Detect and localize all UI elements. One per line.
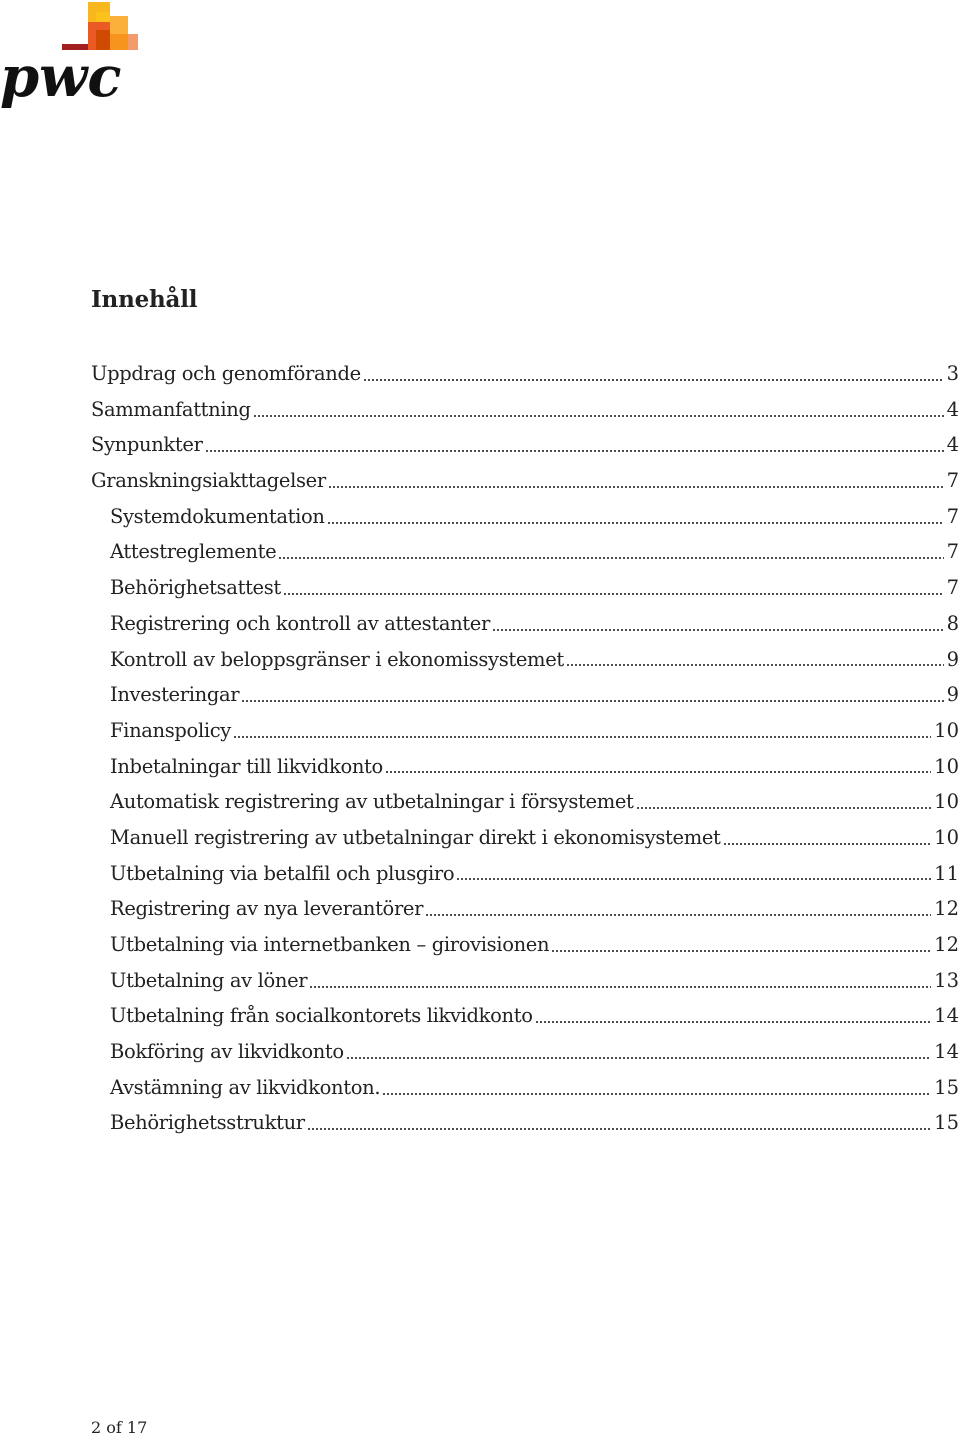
toc-entry-page-number: 9: [946, 683, 959, 707]
toc-entry-label: Utbetalning via internetbanken – girovisionen: [110, 933, 550, 956]
toc-dot-leader: [382, 1091, 931, 1096]
toc-entry-label: Registrering och kontroll av attestanter: [110, 611, 490, 635]
toc-entry[interactable]: [91, 392, 959, 428]
toc-entry-label: Inbetalningar till likvidkonto: [110, 754, 383, 778]
toc-entry[interactable]: [91, 1105, 959, 1141]
toc-entry-page-number: 14: [934, 1040, 959, 1064]
toc-entry[interactable]: [91, 963, 959, 999]
toc-entry-label: Synpunkter: [91, 433, 203, 457]
toc-dot-leader: [636, 806, 932, 811]
toc-entry-page-number: 10: [934, 825, 959, 849]
toc-dot-leader: [205, 449, 944, 454]
toc-dot-leader: [309, 984, 931, 989]
toc-entry-label: Utbetalning från socialkontorets likvidkonto: [110, 1004, 533, 1028]
toc-entry-page-number: 12: [934, 933, 959, 956]
toc-dot-leader: [551, 948, 931, 953]
toc-entry-page-number: 14: [934, 1004, 959, 1028]
toc-entry[interactable]: [91, 356, 959, 392]
toc-entry[interactable]: [91, 534, 959, 570]
toc-entry-page-number: 7: [946, 576, 959, 600]
toc-entry-label: Sammanfattning: [91, 397, 251, 421]
toc-dot-leader: [425, 913, 931, 918]
toc-entry-label: Manuell registrering av utbetalningar direkt i ekonomisystemet: [110, 825, 721, 849]
toc-entry-label: Bokföring av likvidkonto: [110, 1040, 344, 1064]
toc-entry-page-number: 15: [934, 1075, 959, 1099]
toc-dot-leader: [253, 413, 944, 418]
toc-entry[interactable]: [91, 820, 959, 856]
toc-dot-leader: [283, 591, 944, 596]
toc-entry-label: Granskningsiakttagelser: [91, 469, 326, 493]
toc-dot-leader: [278, 556, 943, 561]
toc-entry-label: Avstämning av likvidkonton.: [110, 1075, 381, 1099]
toc-entry[interactable]: [91, 463, 959, 499]
toc-dot-leader: [566, 663, 944, 668]
toc-entry-page-number: 7: [946, 469, 959, 493]
toc-entry-label: Uppdrag och genomförande: [91, 362, 361, 385]
toc-dot-leader: [346, 1055, 931, 1060]
toc-entry-label: Kontroll av beloppsgränser i ekonomissystemet: [110, 647, 564, 671]
toc-entry-label: Systemdokumentation: [110, 504, 325, 528]
toc-entry[interactable]: [91, 1034, 959, 1070]
toc-dot-leader: [307, 1127, 931, 1132]
toc-entry[interactable]: [91, 1070, 959, 1106]
toc-dot-leader: [241, 699, 943, 704]
toc-entry[interactable]: [91, 749, 959, 785]
pwc-wordmark: pwc: [0, 44, 122, 110]
toc-entry-page-number: 7: [946, 504, 959, 528]
toc-entry[interactable]: [91, 677, 959, 713]
toc-dot-leader: [535, 1020, 932, 1025]
toc-heading: Innehåll: [91, 286, 198, 313]
toc-entry-page-number: 4: [946, 433, 959, 457]
pwc-logo-graphic: [0, 0, 140, 112]
toc-entry[interactable]: [91, 784, 959, 820]
toc-entry[interactable]: [91, 570, 959, 606]
toc-entry-page-number: 10: [934, 790, 959, 814]
toc-entry[interactable]: [91, 891, 959, 927]
toc-entry-page-number: 9: [946, 647, 959, 671]
toc-entry-label: Automatisk registrering av utbetalningar i försystemet: [110, 790, 634, 814]
toc-dot-leader: [233, 734, 931, 739]
toc-entry[interactable]: [91, 927, 959, 963]
toc-entry-page-number: 10: [934, 718, 959, 742]
toc-entry[interactable]: [91, 606, 959, 642]
toc-entry[interactable]: [91, 642, 959, 678]
toc-entry-label: Registrering av nya leverantörer: [110, 897, 424, 921]
toc-entry-page-number: 4: [946, 397, 959, 421]
toc-entry-page-number: 15: [934, 1111, 959, 1135]
toc-entry-label: Attestreglemente: [110, 540, 277, 564]
toc-dot-leader: [492, 627, 944, 632]
toc-dot-leader: [456, 877, 931, 882]
toc-entry[interactable]: [91, 856, 959, 892]
toc-entry[interactable]: [91, 427, 959, 463]
toc-entry[interactable]: [91, 713, 959, 749]
toc-entry-label: Investeringar: [110, 683, 240, 707]
toc-dot-leader: [363, 377, 944, 382]
pwc-logo: [0, 0, 140, 112]
table-of-contents: [91, 356, 959, 1141]
toc-entry[interactable]: [91, 998, 959, 1034]
toc-dot-leader: [723, 841, 932, 846]
toc-entry-page-number: 3: [946, 362, 959, 385]
toc-entry-label: Finanspolicy: [110, 718, 231, 742]
toc-dot-leader: [328, 484, 944, 489]
toc-entry[interactable]: [91, 499, 959, 535]
page-indicator: 2 of 17: [91, 1418, 148, 1437]
toc-entry-label: Utbetalning via betalfil och plusgiro: [110, 861, 455, 885]
toc-entry-page-number: 11: [934, 861, 959, 885]
toc-entry-label: Behörighetsattest: [110, 576, 281, 600]
toc-entry-page-number: 7: [946, 540, 959, 564]
toc-dot-leader: [385, 770, 931, 775]
toc-entry-page-number: 13: [934, 968, 959, 992]
toc-entry-page-number: 8: [946, 611, 959, 635]
toc-entry-page-number: 10: [934, 754, 959, 778]
toc-dot-leader: [327, 520, 944, 525]
toc-entry-label: Utbetalning av löner: [110, 968, 308, 992]
toc-entry-page-number: 12: [934, 897, 959, 921]
toc-entry-label: Behörighetsstruktur: [110, 1111, 305, 1135]
